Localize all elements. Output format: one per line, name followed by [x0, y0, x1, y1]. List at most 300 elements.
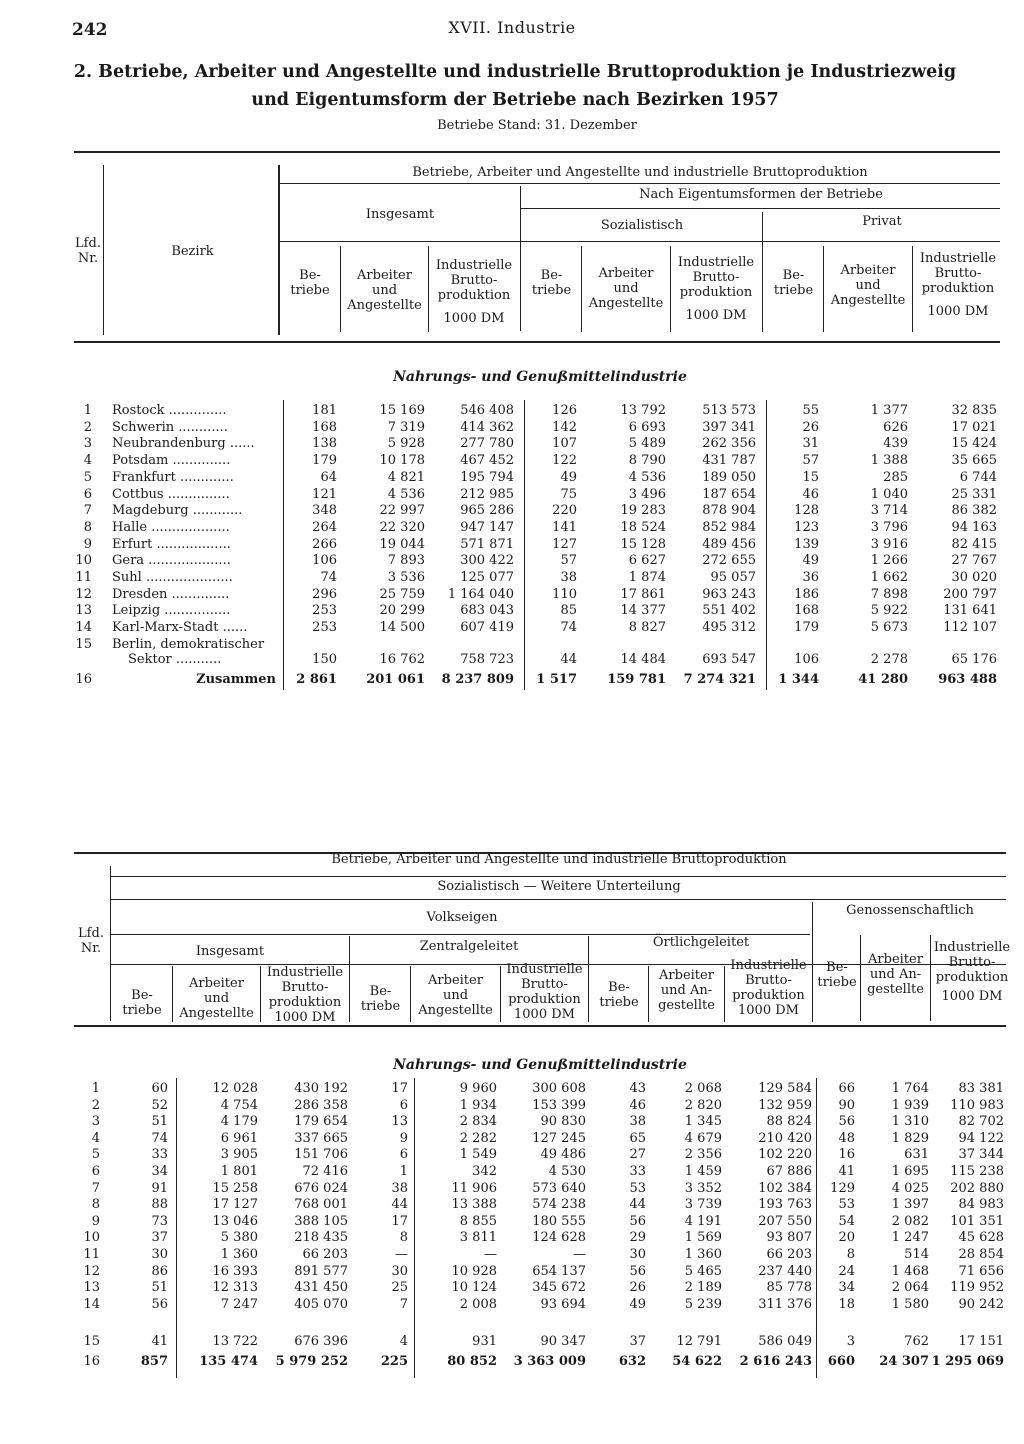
cell-value: 49: [802, 553, 819, 569]
total-value: 8 237 809: [441, 672, 514, 687]
cell-value: 124 628: [532, 1230, 586, 1246]
table-row-total: [0, 672, 1024, 688]
cell-value: 4 536: [387, 486, 425, 502]
cell-value: 38: [391, 1180, 408, 1196]
total-value: 201 061: [366, 672, 425, 687]
table-row: [0, 1164, 1024, 1180]
cell-value: 2 068: [684, 1081, 722, 1096]
cell-value: 131 641: [943, 603, 997, 619]
total-value: 41 280: [858, 672, 908, 687]
cell-value: 41: [151, 1334, 168, 1349]
cell-value: 676 024: [294, 1180, 348, 1196]
cell-value: 153 399: [532, 1097, 586, 1113]
table-row: [0, 1181, 1024, 1197]
cell-value: 28 854: [958, 1247, 1004, 1262]
table-row: [0, 1334, 1024, 1350]
cell-value: 300 422: [460, 553, 514, 569]
betriebe-col-header: Be- triebe: [817, 960, 857, 990]
eigentumsformen-header: Nach Eigentumsformen der Betriebe: [639, 187, 883, 202]
table-row: [0, 587, 1024, 603]
cell-value: 12 791: [676, 1334, 722, 1349]
row-number: 15: [75, 637, 92, 652]
table1-rule: [520, 208, 1000, 209]
arbeiter-col-header: Arbeiter und Angestellte: [830, 263, 906, 308]
bezirk-name: Rostock ..............: [112, 403, 227, 418]
table-row: [0, 487, 1024, 503]
cell-value: 66: [838, 1081, 855, 1096]
cell-value: 2 278: [870, 652, 908, 667]
cell-value: 2 189: [684, 1280, 722, 1296]
cell-value: 300 608: [532, 1081, 586, 1096]
cell-value: 127 245: [532, 1130, 586, 1146]
cell-value: 16: [838, 1147, 855, 1163]
cell-value: 88 824: [766, 1114, 812, 1130]
cell-value: 34: [151, 1164, 168, 1179]
cell-value: 43: [629, 1081, 646, 1096]
cell-value: 57: [802, 453, 819, 469]
cell-value: 12 313: [212, 1280, 258, 1296]
produktion-col-header: Industrielle Brutto- produktion 1000 DM: [506, 962, 583, 1022]
cell-value: 3: [846, 1334, 855, 1349]
cell-value: 439: [883, 436, 908, 452]
cell-value: 5 489: [628, 436, 666, 452]
cell-value: 4 754: [220, 1097, 258, 1113]
cell-value: 1: [399, 1164, 408, 1179]
insgesamt-header: Insgesamt: [365, 207, 435, 222]
table1-section-title: Nahrungs- und Genußmittelindustrie: [393, 369, 687, 385]
cell-value: 193 763: [758, 1197, 812, 1213]
cell-value: 18: [838, 1296, 855, 1312]
cell-value: 931: [472, 1334, 497, 1349]
cell-value: 90 347: [540, 1334, 586, 1349]
cell-value: 52: [151, 1097, 168, 1113]
cell-value: 3 739: [684, 1197, 722, 1213]
cell-value: 101 351: [950, 1213, 1004, 1229]
table1-top-header: Betriebe, Arbeiter und Angestellte und industrielle Bruttoproduktion: [412, 165, 868, 180]
cell-value: 48: [838, 1130, 855, 1146]
cell-value: 25: [391, 1280, 408, 1296]
row-number: 11: [75, 570, 92, 585]
cell-value: 4: [399, 1334, 408, 1349]
cell-value: 6 693: [628, 419, 666, 435]
cell-value: 67 886: [766, 1164, 812, 1179]
cell-value: 86: [151, 1263, 168, 1279]
cell-value: 15 258: [212, 1180, 258, 1196]
produktion-col-header: Industrielle Brutto- produktion 1000 DM: [677, 255, 755, 323]
cell-value: 676 396: [294, 1334, 348, 1349]
cell-value: 46: [629, 1097, 646, 1113]
cell-value: 187 654: [702, 486, 756, 502]
total-value: 24 307: [879, 1354, 929, 1369]
cell-value: 631: [904, 1147, 929, 1163]
cell-value: 5 928: [387, 436, 425, 452]
table-row: [0, 570, 1024, 586]
cell-value: 128: [794, 503, 819, 519]
table-row: [0, 520, 1024, 536]
cell-value: 7 893: [387, 553, 425, 569]
cell-value: 2 356: [684, 1147, 722, 1163]
betriebe-col-header: Be- triebe: [290, 268, 330, 298]
cell-value: 514: [904, 1247, 929, 1262]
cell-value: 94 122: [958, 1130, 1004, 1146]
cell-value: 3 905: [220, 1147, 258, 1163]
cell-value: —: [573, 1247, 586, 1262]
table-row: [0, 1081, 1024, 1097]
cell-value: 139: [794, 536, 819, 552]
cell-value: 91: [151, 1180, 168, 1196]
table-row: [0, 553, 1024, 569]
cell-value: 24: [838, 1263, 855, 1279]
cell-value: 65: [629, 1130, 646, 1146]
cell-value: 513 573: [702, 403, 756, 418]
cell-value: 200 797: [943, 586, 997, 602]
table-row: [0, 1214, 1024, 1230]
betriebe-col-header: Be- triebe: [360, 984, 401, 1014]
cell-value: 37: [151, 1230, 168, 1246]
cell-value: 17 127: [212, 1197, 258, 1213]
row-number: 15: [83, 1334, 100, 1349]
cell-value: 142: [552, 419, 577, 435]
cell-value: 44: [560, 652, 577, 667]
row-number: 13: [83, 1280, 100, 1296]
cell-value: 90: [838, 1097, 855, 1113]
cell-value: 4 530: [548, 1164, 586, 1179]
insgesamt-header: Insgesamt: [195, 944, 265, 959]
cell-value: 168: [312, 419, 337, 435]
cell-value: 30: [391, 1263, 408, 1279]
row-number: 7: [83, 503, 92, 519]
cell-value: 25 331: [951, 486, 997, 502]
table-row: [0, 403, 1024, 419]
cell-value: 4 536: [628, 469, 666, 485]
bezirk-name: Dresden ..............: [112, 586, 230, 602]
table2-vrule: [588, 936, 589, 1022]
cell-value: 10 928: [451, 1263, 497, 1279]
cell-value: 115 238: [950, 1164, 1004, 1179]
cell-value: 12 028: [212, 1081, 258, 1096]
cell-value: 82 415: [951, 536, 997, 552]
total-value: 1 344: [778, 672, 819, 687]
cell-value: 626: [883, 419, 908, 435]
row-number: 1: [83, 403, 92, 418]
arbeiter-col-header: Arbeiter und An- gestellte: [658, 968, 715, 1013]
cell-value: 44: [629, 1197, 646, 1213]
bezirk-name: Suhl .....................: [112, 570, 233, 585]
table-row: [0, 453, 1024, 469]
cell-value: 1 345: [684, 1114, 722, 1130]
table-row: [0, 1114, 1024, 1130]
row-number: 14: [75, 620, 92, 636]
cell-value: 17 151: [958, 1334, 1004, 1349]
cell-value: 272 655: [702, 553, 756, 569]
arbeiter-col-header: Arbeiter und An- gestellte: [867, 952, 924, 997]
cell-value: 32 835: [951, 403, 997, 418]
cell-value: 947 147: [460, 519, 514, 535]
arbeiter-col-header: Arbeiter und Angestellte: [179, 976, 254, 1021]
cell-value: 7 319: [387, 419, 425, 435]
row-number: 3: [83, 436, 92, 452]
cell-value: 29: [629, 1230, 646, 1246]
cell-value: 768 001: [294, 1197, 348, 1213]
cell-value: 85 778: [766, 1280, 812, 1296]
cell-value: 574 238: [532, 1197, 586, 1213]
cell-value: 3 811: [459, 1230, 497, 1246]
cell-value: 963 243: [702, 586, 756, 602]
row-number: 8: [83, 519, 92, 535]
cell-value: 75: [560, 486, 577, 502]
cell-value: 20 299: [379, 603, 425, 619]
total-value: 2 616 243: [739, 1354, 812, 1369]
cell-value: —: [395, 1247, 408, 1262]
row-number: 7: [91, 1180, 100, 1196]
cell-value: 49: [629, 1296, 646, 1312]
genossenschaftlich-header: Genossenschaftlich: [846, 903, 974, 918]
table1-vrule: [103, 165, 104, 335]
cell-value: 31: [802, 436, 819, 452]
cell-value: 44: [391, 1197, 408, 1213]
cell-value: 1 662: [870, 570, 908, 585]
produktion-col-header: Industrielle Brutto- produktion 1000 DM: [919, 251, 997, 319]
cell-value: 151 706: [294, 1147, 348, 1163]
cell-value: 19 283: [620, 503, 666, 519]
cell-value: 2 834: [459, 1114, 497, 1130]
table1-top-rule: [74, 151, 1000, 153]
cell-value: 262 356: [702, 436, 756, 452]
cell-value: 5 239: [684, 1296, 722, 1312]
table-row: [0, 1230, 1024, 1246]
cell-value: 8 827: [628, 620, 666, 636]
cell-value: 758 723: [460, 652, 514, 667]
cell-value: 2 064: [891, 1280, 929, 1296]
row-number: 2: [83, 419, 92, 435]
table-row: [0, 603, 1024, 619]
produktion-col-header: Industrielle Brutto- produktion 1000 DM: [730, 958, 807, 1018]
cell-value: 41: [838, 1164, 855, 1179]
cell-value: 965 286: [460, 503, 514, 519]
cell-value: 13 046: [212, 1213, 258, 1229]
total-value: 2 861: [296, 672, 337, 687]
row-number: 3: [91, 1114, 100, 1130]
cell-value: 30 020: [951, 570, 997, 585]
cell-value: 1 468: [891, 1263, 929, 1279]
cell-value: 15 424: [951, 436, 997, 452]
cell-value: 4 179: [220, 1114, 258, 1130]
cell-value: 102 220: [758, 1147, 812, 1163]
cell-value: 168: [794, 603, 819, 619]
cell-value: 121: [312, 486, 337, 502]
cell-value: 266: [312, 536, 337, 552]
row-number: 14: [83, 1296, 100, 1312]
cell-value: 3 536: [387, 570, 425, 585]
row-number: 5: [91, 1147, 100, 1163]
cell-value: 90 242: [958, 1296, 1004, 1312]
cell-value: 430 192: [294, 1081, 348, 1096]
cell-value: 495 312: [702, 620, 756, 636]
cell-value: 5 673: [870, 620, 908, 636]
produktion-col-header: Industrielle Brutto- produktion 1000 DM: [435, 258, 513, 326]
oertlichgeleitet-header: Örtlichgeleitet: [652, 935, 750, 950]
cell-value: 38: [629, 1114, 646, 1130]
cell-value: 14 484: [620, 652, 666, 667]
cell-value: 11 906: [451, 1180, 497, 1196]
bezirk-name: Leipzig ................: [112, 603, 231, 619]
cell-value: 237 440: [758, 1263, 812, 1279]
row-number: 12: [75, 586, 92, 602]
table2-top-header: Betriebe, Arbeiter und Angestellte und industrielle Bruttoproduktion: [331, 852, 787, 867]
total-value: 3 363 009: [513, 1354, 586, 1369]
cell-value: 2 082: [891, 1213, 929, 1229]
cell-value: 1 829: [891, 1130, 929, 1146]
table-row: [0, 1247, 1024, 1263]
cell-value: 1 549: [459, 1147, 497, 1163]
table2-header-bottom-rule: [74, 1025, 1006, 1027]
cell-value: 1 266: [870, 553, 908, 569]
cell-value: 14 500: [379, 620, 425, 636]
cell-value: 264: [312, 519, 337, 535]
cell-value: 22 320: [379, 519, 425, 535]
cell-value: 2 008: [459, 1296, 497, 1312]
cell-value: 285: [883, 469, 908, 485]
row-number: 13: [75, 603, 92, 619]
lfd-label: Lfd. Nr.: [75, 236, 101, 266]
bezirk-name: Neubrandenburg ......: [112, 436, 255, 452]
sozialistisch-header: Sozialistisch: [600, 218, 684, 233]
cell-value: 348: [312, 503, 337, 519]
total-value: 632: [618, 1354, 646, 1369]
cell-value: 33: [151, 1147, 168, 1163]
bezirk-name: Sektor ...........: [128, 652, 222, 667]
cell-value: 13 792: [620, 403, 666, 418]
cell-value: 71 656: [958, 1263, 1004, 1279]
cell-value: 1 569: [684, 1230, 722, 1246]
cell-value: 3 714: [870, 503, 908, 519]
cell-value: 126: [552, 403, 577, 418]
cell-value: 138: [312, 436, 337, 452]
cell-value: 66 203: [302, 1247, 348, 1262]
total-value: 660: [827, 1354, 855, 1369]
cell-value: 1 388: [870, 453, 908, 469]
table1-vrule: [278, 165, 280, 335]
cell-value: 60: [151, 1081, 168, 1096]
cell-value: 17: [391, 1081, 408, 1096]
cell-value: 4 821: [387, 469, 425, 485]
table1-vrule: [762, 212, 763, 332]
table-row: [0, 652, 1024, 668]
produktion-col-header: Industrielle Brutto- produktion 1000 DM: [266, 965, 344, 1025]
cell-value: 253: [312, 620, 337, 636]
betriebe-col-header: Be- triebe: [773, 268, 814, 298]
table-row: [0, 420, 1024, 436]
cell-value: 141: [552, 519, 577, 535]
cell-value: 342: [472, 1164, 497, 1179]
cell-value: 107: [552, 436, 577, 452]
cell-value: 571 871: [460, 536, 514, 552]
cell-value: 4 191: [684, 1213, 722, 1229]
arbeiter-col-header: Arbeiter und Angestellte: [418, 973, 493, 1018]
table-row: [0, 537, 1024, 553]
cell-value: 46: [802, 486, 819, 502]
volkseigen-header: Volkseigen: [426, 910, 498, 925]
table1-header-bottom-rule: [74, 341, 1000, 343]
row-number: 5: [83, 469, 92, 485]
cell-value: 17: [391, 1213, 408, 1229]
cell-value: 106: [312, 553, 337, 569]
cell-value: 7 247: [220, 1296, 258, 1312]
row-number: 10: [75, 553, 92, 569]
cell-value: 53: [838, 1197, 855, 1213]
bezirk-name: Cottbus ...............: [112, 486, 230, 502]
table2-section-title: Nahrungs- und Genußmittelindustrie: [393, 1057, 687, 1073]
cell-value: 467 452: [460, 453, 514, 469]
cell-value: 112 107: [943, 620, 997, 636]
cell-value: 125 077: [460, 570, 514, 585]
cell-value: 38: [560, 570, 577, 585]
cell-value: 7 898: [870, 586, 908, 602]
cell-value: 122: [552, 453, 577, 469]
cell-value: 3 916: [870, 536, 908, 552]
lfd-label: Lfd. Nr.: [78, 926, 104, 956]
cell-value: 74: [560, 620, 577, 636]
cell-value: 51: [151, 1280, 168, 1296]
cell-value: 8: [399, 1230, 408, 1246]
cell-value: 179: [794, 620, 819, 636]
row-number: 6: [91, 1164, 100, 1179]
total-value: 7 274 321: [683, 672, 756, 687]
cell-value: 286 358: [294, 1097, 348, 1113]
cell-value: 95 057: [710, 570, 756, 585]
cell-value: 489 456: [702, 536, 756, 552]
cell-value: 6 961: [220, 1130, 258, 1146]
table-row-berlin-name: [0, 637, 1024, 653]
cell-value: 93 807: [766, 1230, 812, 1246]
betriebe-col-header: Be- triebe: [599, 980, 639, 1010]
bezirk-name: Gera ....................: [112, 553, 231, 569]
cell-value: 132 959: [758, 1097, 812, 1113]
table-row-total: [0, 1354, 1024, 1370]
bezirk-name: Potsdam ..............: [112, 453, 231, 469]
bezirk-name: Berlin, demokratischer: [112, 637, 265, 652]
table-row: [0, 1264, 1024, 1280]
table2-vrule: [349, 936, 350, 1022]
table2-vrule: [110, 866, 111, 1021]
running-head: XVII. Industrie: [448, 18, 576, 37]
cell-value: 693 547: [702, 652, 756, 667]
cell-value: 56: [629, 1263, 646, 1279]
cell-value: 55: [802, 403, 819, 418]
cell-value: 7: [399, 1296, 408, 1312]
table1-rule: [278, 183, 1000, 184]
total-value: 1 517: [536, 672, 577, 687]
cell-value: 586 049: [758, 1334, 812, 1349]
cell-value: 53: [629, 1180, 646, 1196]
cell-value: 296: [312, 586, 337, 602]
cell-value: 14 377: [620, 603, 666, 619]
cell-value: 65 176: [951, 652, 997, 667]
bezirk-name: Frankfurt .............: [112, 469, 234, 485]
cell-value: 607 419: [460, 620, 514, 636]
cell-value: 5 465: [684, 1263, 722, 1279]
cell-value: 15 128: [620, 536, 666, 552]
cell-value: 51: [151, 1114, 168, 1130]
cell-value: 1 377: [870, 403, 908, 418]
cell-value: 3 496: [628, 486, 666, 502]
cell-value: 84 983: [958, 1197, 1004, 1213]
total-value: 80 852: [447, 1354, 497, 1369]
cell-value: 1 874: [628, 570, 666, 585]
bezirk-name: Erfurt ..................: [112, 536, 231, 552]
cell-value: 195 794: [460, 469, 514, 485]
table-row: [0, 1297, 1024, 1313]
